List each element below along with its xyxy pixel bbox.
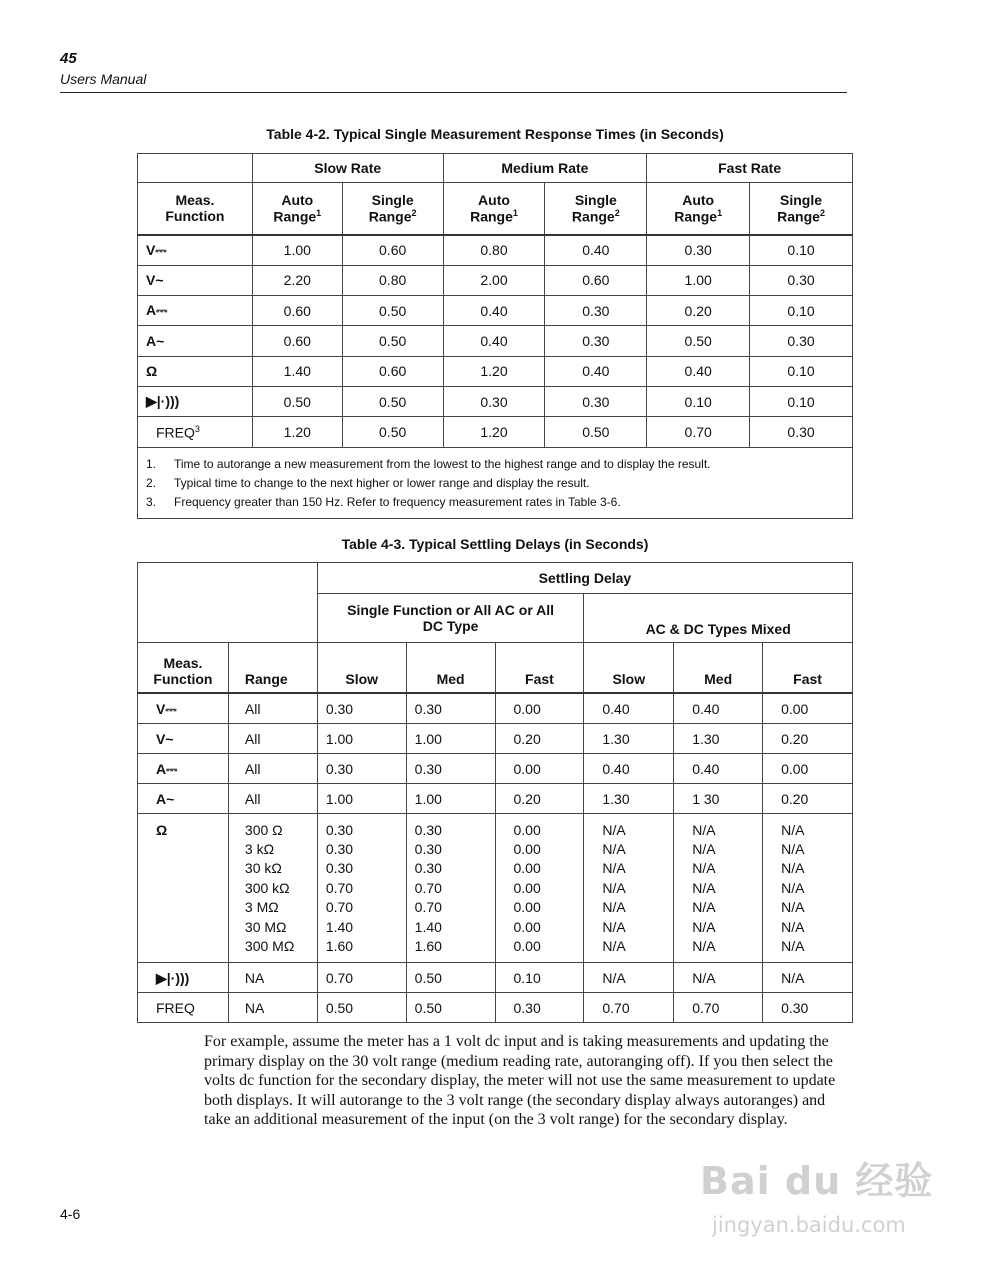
value-cell: 0.50: [545, 417, 647, 447]
table-row: [138, 296, 853, 326]
value-cell: 0.30: [750, 417, 853, 447]
range-cell: All: [228, 783, 317, 813]
value-cell: 0.30: [545, 326, 647, 356]
col-header-auto-range: Auto Range$^1$: [252, 183, 342, 235]
value-cell: N/A: [674, 963, 763, 993]
value-cell: 0.50: [342, 386, 443, 416]
value-cell: 0.10: [750, 386, 853, 416]
value-cell: 0.00: [495, 693, 584, 724]
value-cell: 1.30: [674, 723, 763, 753]
value-cell: 1.40: [252, 356, 342, 386]
value-cell: 0.20: [495, 783, 584, 813]
table-row: [138, 993, 853, 1023]
value-cell: 1.20: [252, 417, 342, 447]
value-cell: 0.40: [584, 693, 674, 724]
value-list: 0.30 0.30 0.30 0.70 0.70 1.40 1.60: [406, 813, 495, 963]
value-cell: 0.30: [545, 296, 647, 326]
value-cell: 0.30: [495, 993, 584, 1023]
value-cell: 0.30: [317, 693, 406, 724]
value-cell: 0.30: [750, 265, 853, 295]
value-list: N/A N/A N/A N/A N/A N/A N/A: [584, 813, 674, 963]
function-cell: FREQ$^3$: [138, 417, 253, 447]
range-list: 300 Ω 3 kΩ 30 kΩ 300 kΩ 3 MΩ 30 MΩ 300 MΩ: [228, 813, 317, 963]
value-cell: N/A: [584, 963, 674, 993]
value-cell: 1.00: [647, 265, 750, 295]
value-cell: 0.50: [342, 326, 443, 356]
value-cell: 0.80: [443, 235, 545, 266]
header-rule: [60, 92, 847, 93]
value-cell: 0.40: [545, 356, 647, 386]
value-cell: 0.10: [750, 235, 853, 266]
value-cell: 0.20: [763, 783, 853, 813]
value-cell: 0.30: [647, 235, 750, 266]
table-row: [138, 356, 853, 386]
function-cell: A⎓: [138, 753, 229, 783]
value-cell: 1.00: [317, 783, 406, 813]
value-cell: 0.30: [406, 753, 495, 783]
footer-page-number: 4-6: [60, 1206, 81, 1222]
table-row: [138, 693, 853, 724]
col-header-med: Med: [406, 643, 495, 693]
value-list: N/A N/A N/A N/A N/A N/A N/A: [674, 813, 763, 963]
col-header-single-range: Single Range$^2$: [545, 183, 647, 235]
value-cell: 0.40: [443, 296, 545, 326]
col-header-slow: Slow: [584, 643, 674, 693]
col-header-auto-range: Auto Range$^1$: [647, 183, 750, 235]
diode-continuity-icon: ▶|·))): [138, 963, 229, 993]
value-list: N/A N/A N/A N/A N/A N/A N/A: [763, 813, 853, 963]
col-header-single-range: Single Range$^2$: [750, 183, 853, 235]
table-4-2-caption: Table 4-2. Typical Single Measurement Response Times (in Seconds): [266, 126, 724, 142]
value-cell: 0.10: [750, 356, 853, 386]
col-header-fast: Fast: [763, 643, 853, 693]
col-header-med: Med: [674, 643, 763, 693]
value-cell: 0.10: [647, 386, 750, 416]
value-cell: 0.60: [342, 356, 443, 386]
function-cell: Ω: [138, 813, 229, 963]
watermark-url: jingyan.baidu.com: [712, 1213, 906, 1237]
table-row: [138, 723, 853, 753]
value-cell: 0.70: [647, 417, 750, 447]
value-cell: 0.60: [342, 235, 443, 266]
table-row-ohms: [138, 813, 853, 963]
value-cell: 0.40: [545, 235, 647, 266]
value-cell: 0.50: [647, 326, 750, 356]
function-cell: FREQ: [138, 993, 229, 1023]
function-cell: V~: [138, 723, 229, 753]
function-cell: A⎓: [138, 296, 253, 326]
range-cell: All: [228, 693, 317, 724]
col-header-fast: Fast: [495, 643, 584, 693]
value-cell: 0.50: [406, 963, 495, 993]
function-cell: V~: [138, 265, 253, 295]
value-cell: 1.00: [317, 723, 406, 753]
value-cell: 1.00: [406, 723, 495, 753]
value-cell: 0.80: [342, 265, 443, 295]
table-row: [138, 417, 853, 447]
function-cell: V⎓: [138, 235, 253, 266]
value-cell: 0.30: [545, 386, 647, 416]
col-header-auto-range: Auto Range$^1$: [443, 183, 545, 235]
corner-cell: [138, 154, 253, 183]
function-cell: V⎓: [138, 693, 229, 724]
value-list: 0.00 0.00 0.00 0.00 0.00 0.00 0.00: [495, 813, 584, 963]
value-cell: 0.40: [674, 693, 763, 724]
group-header-fast: Fast Rate: [647, 154, 853, 183]
value-cell: 0.50: [317, 993, 406, 1023]
value-cell: 0.60: [252, 326, 342, 356]
table-row: [138, 265, 853, 295]
value-cell: 1.30: [584, 783, 674, 813]
function-cell: A~: [138, 783, 229, 813]
col-header-slow: Slow: [317, 643, 406, 693]
table-notes: [138, 447, 853, 518]
col-header-range: Range: [228, 643, 317, 693]
table-4-3-caption: Table 4-3. Typical Settling Delays (in Seconds): [341, 536, 649, 552]
value-cell: 1.00: [406, 783, 495, 813]
value-cell: 0.10: [495, 963, 584, 993]
value-cell: 1.30: [584, 723, 674, 753]
value-cell: 0.50: [252, 386, 342, 416]
range-cell: NA: [228, 993, 317, 1023]
table-row: [138, 386, 853, 416]
range-cell: All: [228, 753, 317, 783]
group-header-mixed: AC & DC Types Mixed: [584, 594, 853, 643]
value-cell: N/A: [763, 963, 853, 993]
group-header-single: Single Function or All AC or All DC Type: [317, 594, 584, 643]
value-cell: 2.00: [443, 265, 545, 295]
table-row: [138, 783, 853, 813]
range-cell: All: [228, 723, 317, 753]
function-cell: A~: [138, 326, 253, 356]
table-row: [138, 753, 853, 783]
value-cell: 0.10: [750, 296, 853, 326]
col-header-function: Meas. Function: [138, 183, 253, 235]
value-cell: 0.40: [674, 753, 763, 783]
value-cell: 2.20: [252, 265, 342, 295]
col-header-function: Meas. Function: [138, 643, 229, 693]
value-cell: 0.00: [763, 693, 853, 724]
value-cell: 0.40: [647, 356, 750, 386]
value-cell: 1 30: [674, 783, 763, 813]
value-cell: 0.00: [763, 753, 853, 783]
value-cell: 0.50: [406, 993, 495, 1023]
col-header-single-range: Single Range$^2$: [342, 183, 443, 235]
value-cell: 0.50: [342, 417, 443, 447]
note-item: 1. Time to autorange a new measurement from the lowest to the highest range and to display the result.: [146, 456, 711, 471]
body-paragraph: For example, assume the meter has a 1 volt dc input and is taking measurements and updating the primary display on the 30 volt range (medium reading rate, autoranging off). If you then select the volts dc function for the secondary display, the meter will not use the same measurement to update both displays. It will autorange to the 3 volt range (the secondary display always autoranges) and take an additional measurement of the input (on the 3 volt range) for the secondary display.: [204, 1033, 836, 1128]
value-cell: 0.00: [495, 753, 584, 783]
value-cell: 0.20: [495, 723, 584, 753]
value-cell: 0.50: [342, 296, 443, 326]
value-cell: 0.70: [317, 963, 406, 993]
table-4-3: [137, 562, 853, 1023]
header-page-number: 45: [60, 50, 77, 67]
table-row: [138, 963, 853, 993]
value-cell: 0.70: [584, 993, 674, 1023]
value-cell: 0.20: [647, 296, 750, 326]
value-cell: 1.20: [443, 356, 545, 386]
header-title: Users Manual: [60, 71, 147, 87]
group-header-slow: Slow Rate: [252, 154, 443, 183]
table-4-2: [137, 153, 853, 519]
range-cell: NA: [228, 963, 317, 993]
group-header-medium: Medium Rate: [443, 154, 647, 183]
corner-cell: [138, 563, 318, 643]
value-cell: 0.30: [317, 753, 406, 783]
value-cell: 0.30: [443, 386, 545, 416]
value-cell: 0.40: [443, 326, 545, 356]
value-cell: 0.30: [406, 693, 495, 724]
note-item: 3. Frequency greater than 150 Hz. Refer to frequency measurement rates in Table 3-6.: [146, 494, 621, 509]
note-item: 2. Typical time to change to the next higher or lower range and display the result.: [146, 475, 590, 490]
table-row: [138, 326, 853, 356]
value-cell: 0.60: [252, 296, 342, 326]
watermark-logo: Bai du 经验: [700, 1159, 934, 1203]
value-cell: 1.20: [443, 417, 545, 447]
value-cell: 1.00: [252, 235, 342, 266]
table-row: [138, 235, 853, 266]
function-cell: Ω: [138, 356, 253, 386]
value-cell: 0.70: [674, 993, 763, 1023]
value-cell: 0.40: [584, 753, 674, 783]
value-cell: 0.20: [763, 723, 853, 753]
settling-delay-header: Settling Delay: [317, 563, 852, 594]
value-list: 0.30 0.30 0.30 0.70 0.70 1.40 1.60: [317, 813, 406, 963]
value-cell: 0.60: [545, 265, 647, 295]
value-cell: 0.30: [750, 326, 853, 356]
value-cell: 0.30: [763, 993, 853, 1023]
diode-continuity-icon: ▶|·))): [138, 386, 253, 416]
